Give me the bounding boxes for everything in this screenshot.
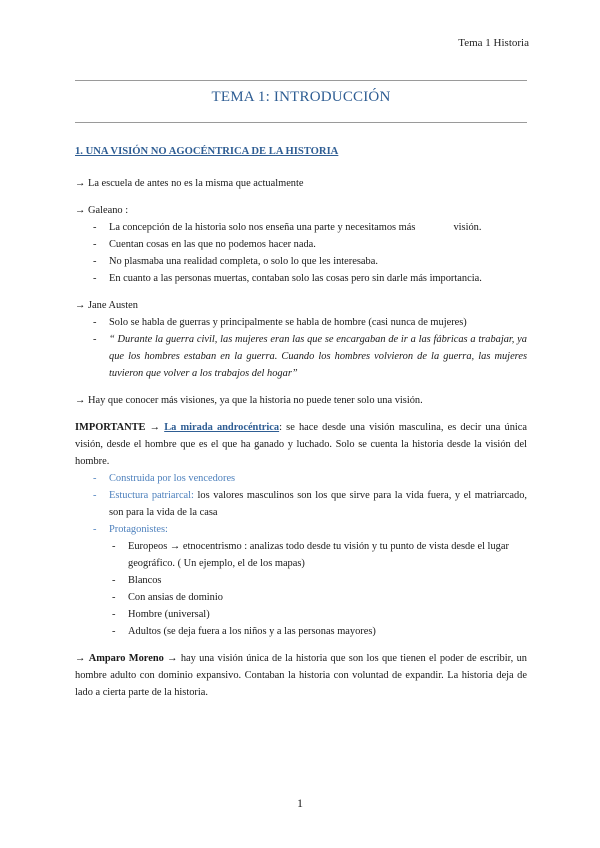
- arrow: →: [75, 653, 86, 664]
- arrow: →: [149, 422, 161, 433]
- list-item: - Protagonistes:: [93, 521, 527, 538]
- list-item: - Adultos (se deja fuera a los niños y a las personas mayores): [112, 623, 527, 640]
- list-item: - La concepción de la historia solo nos enseña una parte y necesitamos más visión.: [93, 219, 527, 236]
- list-item: - En cuanto a las personas muertas, contaban solo las cosas pero sin darle más importancia.: [93, 270, 527, 287]
- austen-label: → Jane Austen: [75, 300, 138, 311]
- list-item: - Solo se habla de guerras y principalmente se habla de hombre (casi nunca de mujeres): [93, 314, 527, 331]
- title-rule-top: [75, 80, 527, 81]
- list-item: - No plasmaba una realidad completa, o solo lo que les interesaba.: [93, 253, 527, 270]
- page-title: TEMA 1: INTRODUCCIÓN: [211, 89, 391, 105]
- importante-paragraph: [75, 419, 527, 470]
- importante-label: IMPORTANTE: [75, 422, 146, 433]
- galeano-list: [75, 219, 527, 287]
- running-header: Tema 1 Historia: [458, 37, 529, 49]
- section-heading: 1. UNA VISIÓN NO AGOCÉNTRICA DE LA HISTORIA: [75, 146, 339, 157]
- page-number: 1: [297, 796, 303, 810]
- list-item: - Cuentan cosas en las que no podemos hacer nada.: [93, 236, 527, 253]
- importante-list: [75, 470, 527, 538]
- list-item: - Con ansias de dominio: [112, 589, 527, 606]
- quote-item: - “ Durante la guerra civil, las mujeres eran las que se encargaban de ir a las fábricas a trabajar, ya que los hombres estaban en la guerra. Cuando los hombres volvieron de la guerra, las mujeres tuvieron que volver a los trabajos del hogar”: [93, 331, 527, 382]
- mirada-androcentrica-link[interactable]: La mirada androcéntrica: [164, 422, 280, 433]
- title-rule-bottom: [75, 122, 527, 123]
- amparo-text: → hay una visión única de la historia que son los que tienen el poder de escribir, un hombre adulto con dominio expansivo. Contaban la historia con voluntad de expandir. La historia deja de lado a cierta parte de la historia.: [75, 653, 527, 698]
- list-item: - Europeos → etnocentrismo : analizas todo desde tu visión y tu punto de vista desde el lugar geográfico. ( Un ejemplo, el de los mapas): [112, 538, 527, 572]
- austen-list: [75, 314, 527, 382]
- galeano-label: → Galeano :: [75, 205, 129, 216]
- protagonistas-list: [75, 538, 527, 640]
- paragraph-escuela: → La escuela de antes no es la misma que actualmente: [75, 178, 304, 189]
- document-body: [75, 143, 527, 701]
- list-item: - Estuctura patriarcal: los valores masculinos son los que sirve para la vida fuera, y el matriarcado, son para la vida de la casa: [93, 487, 527, 521]
- importante-text: : se hace desde una visión masculina, es decir una única visión, desde el hombre que es el que ha ganado y luchado. Solo se cuenta la historia desde la visión del hombre.: [75, 422, 527, 467]
- list-item: - Construida por los vencedores: [93, 470, 527, 487]
- list-item: - Hombre (universal): [112, 606, 527, 623]
- list-item: - Blancos: [112, 572, 527, 589]
- paragraph-visiones: → Hay que conocer más visiones, ya que la historia no puede tener solo una visión.: [75, 395, 423, 406]
- amparo-name: Amparo Moreno: [88, 653, 164, 664]
- amparo-paragraph: [75, 650, 527, 701]
